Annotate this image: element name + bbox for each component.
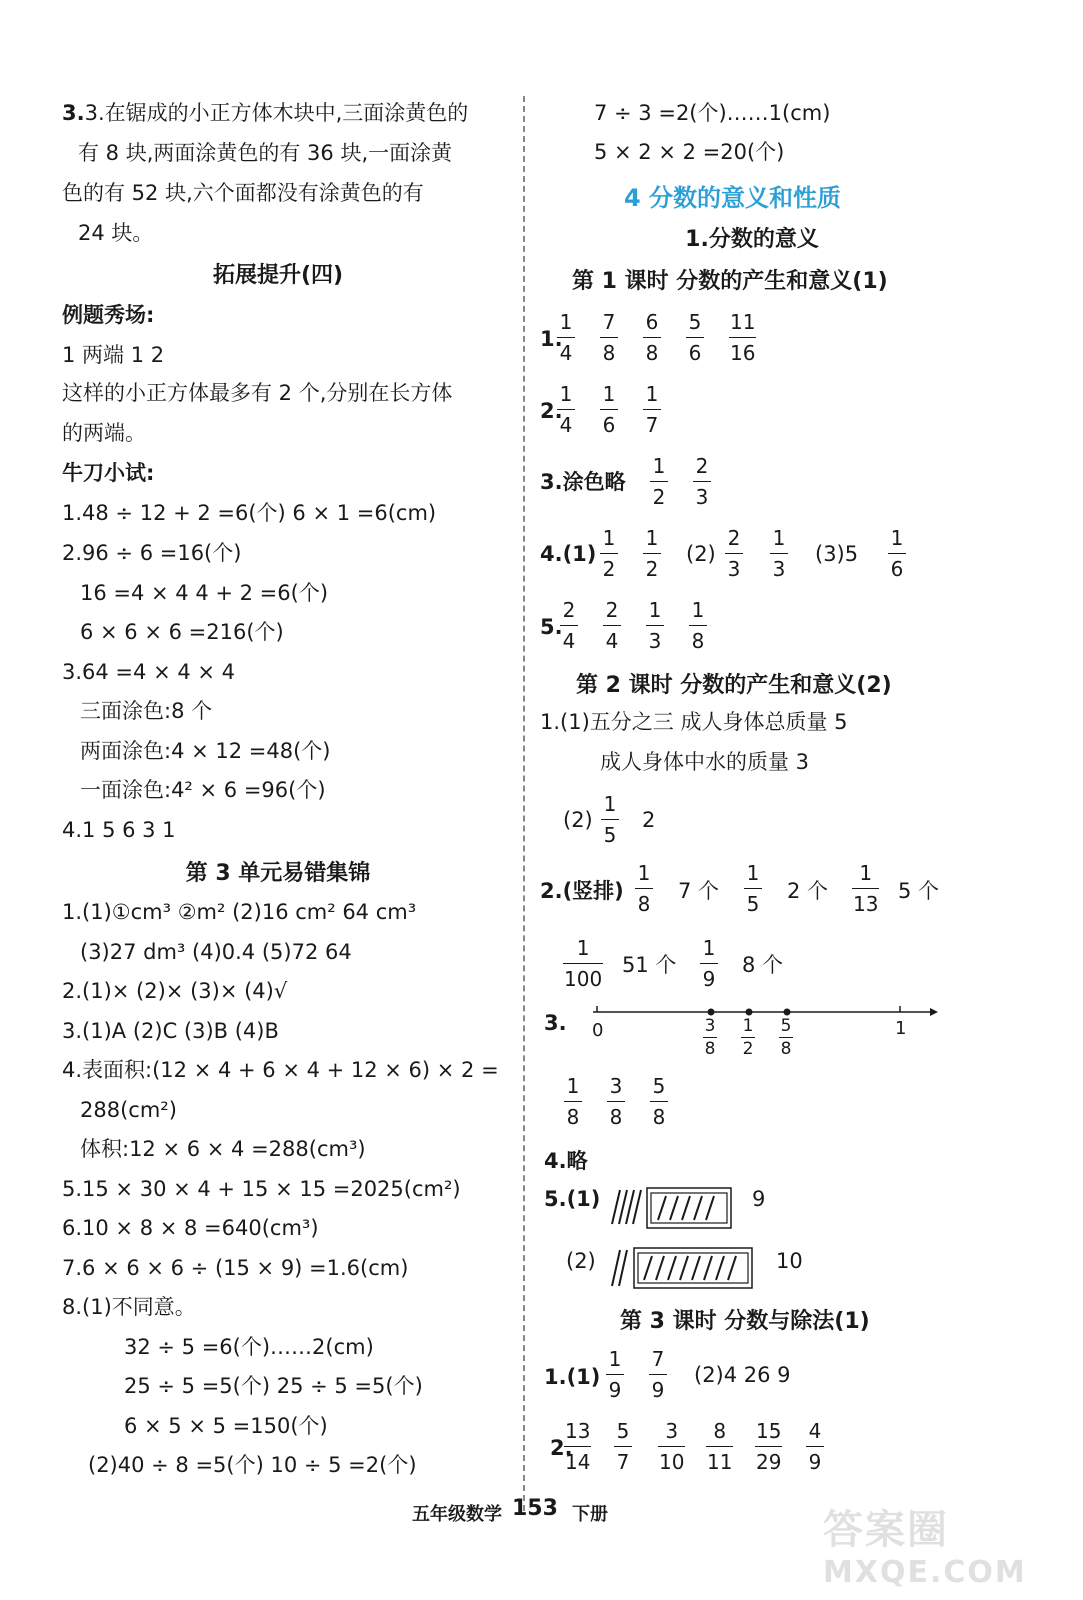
lesson1-title: 第 1 课时 分数的产生和意义(1)	[572, 269, 888, 294]
fraction: 1 3	[646, 599, 664, 652]
q3-line-2: 有 8 块,两面涂黄色的有 36 块,一面涂黄	[78, 141, 453, 165]
column-divider	[523, 96, 525, 1511]
lesson3-title: 第 3 课时 分数与除法(1)	[620, 1309, 870, 1334]
yicuo-line-4: 3.(1)A (2)C (3)B (4)B	[62, 1019, 279, 1043]
yicuo-line-15: (2)40 ÷ 8 =5(个) 10 ÷ 5 =2(个)	[88, 1453, 417, 1477]
fraction: 15 29	[756, 1419, 782, 1474]
niudao-line-1: 1.48 ÷ 12 + 2 =6(个) 6 × 1 =6(cm)	[62, 501, 437, 525]
l2-q2-label: 2.(竖排)	[540, 879, 624, 903]
fraction: 2 3	[693, 455, 711, 508]
yicuo-line-11: 8.(1)不同意。	[62, 1295, 196, 1319]
fraction: 1 9	[606, 1348, 624, 1401]
watermark-line-2: MXQE.COM	[823, 1555, 1027, 1590]
fraction: 6 8	[643, 311, 661, 364]
niudao-label: 牛刀小试:	[62, 461, 155, 485]
fraction: 1 4	[557, 311, 575, 364]
l2-q1-line-1: 1.(1)五分之三 成人身体总质量 5	[540, 710, 848, 734]
l2-q1-p2-label: (2)	[563, 808, 593, 832]
r-top-line-1: 7 ÷ 3 =2(个)……1(cm)	[594, 101, 831, 125]
fraction: 2 4	[603, 599, 621, 652]
l2-q2-count: 7 个	[678, 879, 720, 903]
fraction: 1 6	[600, 383, 618, 436]
yicuo-line-12: 32 ÷ 5 =6(个)……2(cm)	[124, 1335, 374, 1359]
niudao-line-5: 3.64 =4 × 4 × 4	[62, 660, 236, 684]
l1-q4-p3: (3)5	[815, 542, 859, 566]
yicuo-line-14: 6 × 5 × 5 =150(个)	[124, 1414, 328, 1438]
l1-q4-p2: (2)	[686, 542, 716, 566]
yicuo-title: 第 3 单元易错集锦	[185, 861, 371, 886]
l3-q1-tail: (2)4 26 9	[694, 1363, 791, 1387]
fraction: 1 2	[742, 1016, 754, 1059]
niudao-line-6: 三面涂色:8 个	[80, 699, 213, 723]
yicuo-line-6: 288(cm²)	[80, 1098, 177, 1122]
fraction: 3 8	[607, 1075, 625, 1128]
yicuo-line-1: 1.(1)①cm³ ②m² (2)16 cm² 64 cm³	[62, 900, 417, 924]
number-line	[585, 1000, 945, 1070]
l2-q5-p2: (2)	[566, 1249, 596, 1273]
number-line-zero: 0	[592, 1020, 604, 1041]
l2-q5-v1: 9	[752, 1187, 766, 1211]
fraction: 1 100	[564, 936, 603, 991]
l1-q5-num: 5.	[540, 615, 563, 639]
footer-volume: 下册	[572, 1504, 608, 1525]
fraction: 7 8	[600, 311, 618, 364]
l3-q1-num: 1.(1)	[544, 1365, 601, 1389]
q3-line-1: 3.3.在锯成的小正方体木块中,三面涂黄色的	[62, 101, 469, 125]
l2-q2-count: 51 个	[622, 953, 677, 977]
chapter-title: 4 分数的意义和性质	[624, 184, 842, 212]
fraction: 1 3	[770, 527, 788, 580]
yicuo-line-13: 25 ÷ 5 =5(个) 25 ÷ 5 =5(个)	[124, 1374, 423, 1398]
niudao-line-8: 一面涂色:4² × 6 =96(个)	[80, 778, 326, 802]
l1-q2-num: 2.	[540, 399, 563, 423]
page-number: 153	[512, 1496, 558, 1521]
l2-q2-count: 8 个	[742, 953, 784, 977]
fraction: 1 8	[689, 599, 707, 652]
fraction: 1 2	[643, 527, 661, 580]
fraction: 1 2	[600, 527, 618, 580]
tuozhan-title: 拓展提升(四)	[212, 263, 344, 288]
yicuo-line-9: 6.10 × 8 × 8 =640(cm³)	[62, 1216, 319, 1240]
number-line-one: 1	[895, 1018, 907, 1039]
fraction: 1 9	[700, 937, 718, 990]
liti-line-3: 的两端。	[62, 421, 146, 445]
fraction: 1 13	[853, 861, 879, 916]
l3-q2-num: 2.	[550, 1436, 573, 1460]
yicuo-line-3: 2.(1)× (2)× (3)× (4)√	[62, 979, 288, 1003]
tally-figure-1	[604, 1184, 734, 1232]
fraction: 5 8	[780, 1016, 792, 1059]
liti-label: 例题秀场:	[62, 303, 155, 327]
l2-q5-p1: 5.(1)	[544, 1187, 601, 1211]
fraction: 5 7	[614, 1420, 632, 1473]
r-top-line-2: 5 × 2 × 2 =20(个)	[594, 140, 785, 164]
liti-line-2: 这样的小正方体最多有 2 个,分别在长方体	[62, 381, 453, 405]
yicuo-line-7: 体积:12 × 6 × 4 =288(cm³)	[80, 1137, 366, 1161]
fraction: 1 7	[643, 383, 661, 436]
l2-q4: 4.略	[544, 1149, 588, 1173]
yicuo-line-10: 7.6 × 6 × 6 ÷ (15 × 9) =1.6(cm)	[62, 1256, 409, 1280]
l2-q1-line-2: 成人身体中水的质量 3	[600, 750, 810, 774]
niudao-line-4: 6 × 6 × 6 =216(个)	[80, 620, 284, 644]
footer-grade: 五年级数学	[412, 1504, 502, 1525]
niudao-line-3: 16 =4 × 4 4 + 2 =6(个)	[80, 581, 329, 605]
yicuo-line-2: (3)27 dm³ (4)0.4 (5)72 64	[80, 940, 352, 964]
fraction: 3 10	[659, 1419, 685, 1474]
l2-q3-num: 3.	[544, 1011, 567, 1035]
liti-line-1: 1 两端 1 2	[62, 343, 165, 367]
fraction: 3 8	[704, 1016, 716, 1059]
fraction: 2 4	[560, 599, 578, 652]
fraction: 13 14	[565, 1419, 591, 1474]
yicuo-line-8: 5.15 × 30 × 4 + 15 × 15 =2025(cm²)	[62, 1177, 461, 1201]
watermark-line-1: 答案圈	[823, 1507, 949, 1553]
l2-q2-count: 2 个	[787, 879, 829, 903]
fraction: 7 9	[649, 1348, 667, 1401]
fraction: 1 8	[564, 1075, 582, 1128]
q3-line-3: 色的有 52 块,六个面都没有涂黄色的有	[62, 181, 424, 205]
niudao-line-2: 2.96 ÷ 6 =16(个)	[62, 541, 242, 565]
fraction: 1 8	[635, 862, 653, 915]
niudao-line-9: 4.1 5 6 3 1	[62, 818, 176, 842]
lesson2-title: 第 2 课时 分数的产生和意义(2)	[576, 673, 892, 698]
l2-q1-p2-tail: 2	[642, 808, 656, 832]
fraction: 5 8	[650, 1075, 668, 1128]
fraction: 8 11	[707, 1419, 733, 1474]
fraction: 5 6	[686, 311, 704, 364]
tally-figure-2	[604, 1244, 756, 1292]
l1-q1-num: 1.	[540, 327, 563, 351]
l2-q5-v2: 10	[776, 1249, 803, 1273]
fraction: 11 16	[730, 310, 756, 365]
watermark	[823, 1498, 1063, 1588]
fraction: 1 5	[744, 862, 762, 915]
fraction: 1 6	[888, 527, 906, 580]
fraction: 1 5	[601, 793, 619, 846]
section-title: 1.分数的意义	[685, 227, 819, 252]
yicuo-line-5: 4.表面积:(12 × 4 + 6 × 4 + 12 × 6) × 2 =	[62, 1058, 499, 1082]
fraction: 1 2	[650, 455, 668, 508]
niudao-line-7: 两面涂色:4 × 12 =48(个)	[80, 739, 331, 763]
fraction: 1 4	[557, 383, 575, 436]
fraction: 2 3	[725, 527, 743, 580]
fraction: 4 9	[806, 1420, 824, 1473]
q3-line-4: 24 块。	[78, 221, 154, 245]
l1-q3-label: 3.涂色略	[540, 470, 626, 494]
l2-q2-count: 5 个	[898, 879, 940, 903]
l1-q4-num: 4.(1)	[540, 542, 597, 566]
